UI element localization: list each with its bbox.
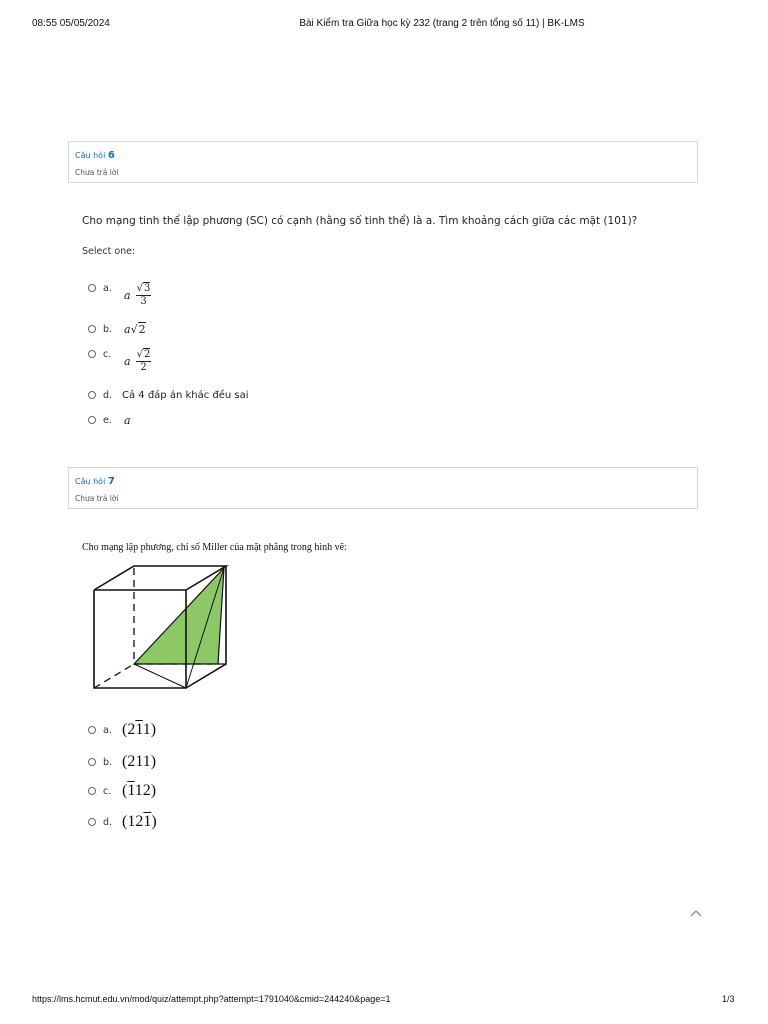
radio-button[interactable] — [88, 818, 96, 826]
print-url: https://lms.hcmut.edu.vn/mod/quiz/attempt.php?attempt=1791040&cmid=244240&page=1 — [32, 994, 391, 1004]
miller-index: (121) — [122, 813, 157, 830]
math-answer: a $\frac{√2}{2}$ — [124, 349, 151, 373]
question-state: Chưa trả lời — [75, 494, 119, 503]
question-text-6: Cho mạng tinh thể lập phương (SC) có cạnh (hằng số tinh thể) là a. Tìm khoảng cách giữa các mặt (101)? — [82, 215, 638, 227]
miller-index: (211) — [122, 721, 157, 738]
radio-button[interactable] — [88, 758, 96, 766]
print-datetime: 08:55 05/05/2024 — [32, 18, 110, 29]
radio-button[interactable] — [88, 350, 96, 358]
miller-index: (211) — [122, 753, 157, 770]
question-state: Chưa trả lời — [75, 168, 119, 177]
chevron-up-icon[interactable] — [689, 908, 703, 918]
radio-button[interactable] — [88, 416, 96, 424]
radio-button[interactable] — [88, 391, 96, 399]
radio-button[interactable] — [88, 284, 96, 292]
radio-button[interactable] — [88, 726, 96, 734]
answer-text: Cả 4 đáp án khác đều sai — [122, 390, 249, 401]
math-answer: a√2 — [124, 323, 146, 336]
radio-button[interactable] — [88, 325, 96, 333]
question-text-7: Cho mạng lập phương, chỉ số Miller của mặt phẳng trong hình vẽ: — [82, 542, 347, 553]
print-title: Bài Kiểm tra Giữa học kỳ 232 (trang 2 trên tổng số 11) | BK-LMS — [299, 18, 585, 29]
cube-plane-figure — [86, 560, 236, 694]
question-info-6 — [68, 141, 698, 183]
select-one-label: Select one: — [82, 246, 136, 257]
print-page-number: 1/3 — [722, 994, 735, 1004]
question-number: Câu hỏi 6 — [75, 150, 115, 161]
question-number: Câu hỏi 7 — [75, 476, 115, 487]
radio-button[interactable] — [88, 787, 96, 795]
plane-shape — [134, 568, 224, 664]
math-answer: a $\frac{√3}{3}$ — [124, 283, 151, 307]
math-answer: a — [124, 414, 131, 427]
question-info-7 — [68, 467, 698, 509]
miller-index: (112) — [122, 782, 157, 799]
